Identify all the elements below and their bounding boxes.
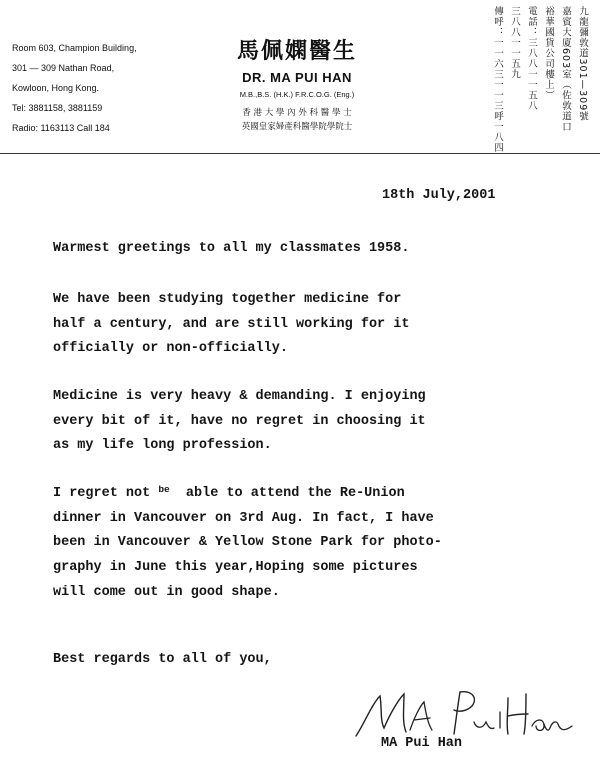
inserted-word: be [158,484,170,495]
paragraph-line [53,482,442,507]
chinese-qualification-2: 英國皇家婦產科醫學院學院士 [241,122,353,132]
telephone-line: Tel: 3881158, 3881159 [12,103,103,113]
paragraph-line: We have been studying together medicine for [53,292,402,307]
paragraph-line: Medicine is very heavy & demanding. I enjoying [53,389,426,404]
chinese-column-5: 三八八一一五九 [509,6,520,80]
chinese-column-1: 九龍彌敦道301—309號 [577,6,588,122]
paragraph-line: officially or non-officially. [53,341,288,357]
letterhead-address [12,38,137,138]
address-line-3: Kowloon, Hong Kong. [12,83,100,93]
address-line-2: 301 — 309 Nathan Road, [12,63,115,73]
closing-line: Best regards to all of you, [53,652,272,667]
line-start: I regret not [53,486,159,501]
paragraph-line: been in Vancouver & Yellow Stone Park for photo- [53,535,442,551]
doctor-name-chinese: 馬佩嫻醫生 [236,38,357,64]
doctor-qualifications: M.B.,B.S. (H.K.) F.R.C.O.G. (Eng.) [239,90,355,99]
paragraph-line: half a century, and are still working for it [53,316,410,332]
chinese-address-columns [492,6,588,153]
address-line-1: Room 603, Champion Building, [12,43,137,53]
chinese-column-2: 嘉賓大廈603室（佐敦道口 [560,6,571,133]
radio-line: Radio: 1163113 Call 184 [12,123,110,133]
paragraph-line: dinner in Vancouver on 3rd Aug. In fact, I have [53,510,434,526]
signatory-name: MA Pui Han [381,736,463,751]
paragraph-studying [53,288,409,362]
handwritten-signature [350,684,580,744]
letter-date: 18th July,2001 [382,188,496,203]
paragraph-line: will come out in good shape. [53,584,280,600]
chinese-column-4: 電話：三八八一一五八 [526,6,537,111]
letterhead-divider [0,153,600,154]
chinese-column-6: 傳呼：一一六三一一三呼一八四 [492,6,503,153]
paragraph-medicine [53,385,426,459]
paragraph-reunion [53,482,442,606]
paragraph-line: as my life long profession. [53,438,272,454]
chinese-column-3: 裕華國貨公司樓上） [543,6,554,101]
line-end: able to attend the Re-Union [169,486,405,501]
greeting-line: Warmest greetings to all my classmates 1958. [53,241,410,256]
paragraph-line: every bit of it, have no regret in choosing it [53,413,426,429]
paragraph-line: graphy in June this year,Hoping some pictures [53,560,418,576]
chinese-qualification-1: 香 港 大 學 內 外 科 醫 學 士 [242,108,352,118]
doctor-name-english: DR. MA PUI HAN [242,70,352,85]
